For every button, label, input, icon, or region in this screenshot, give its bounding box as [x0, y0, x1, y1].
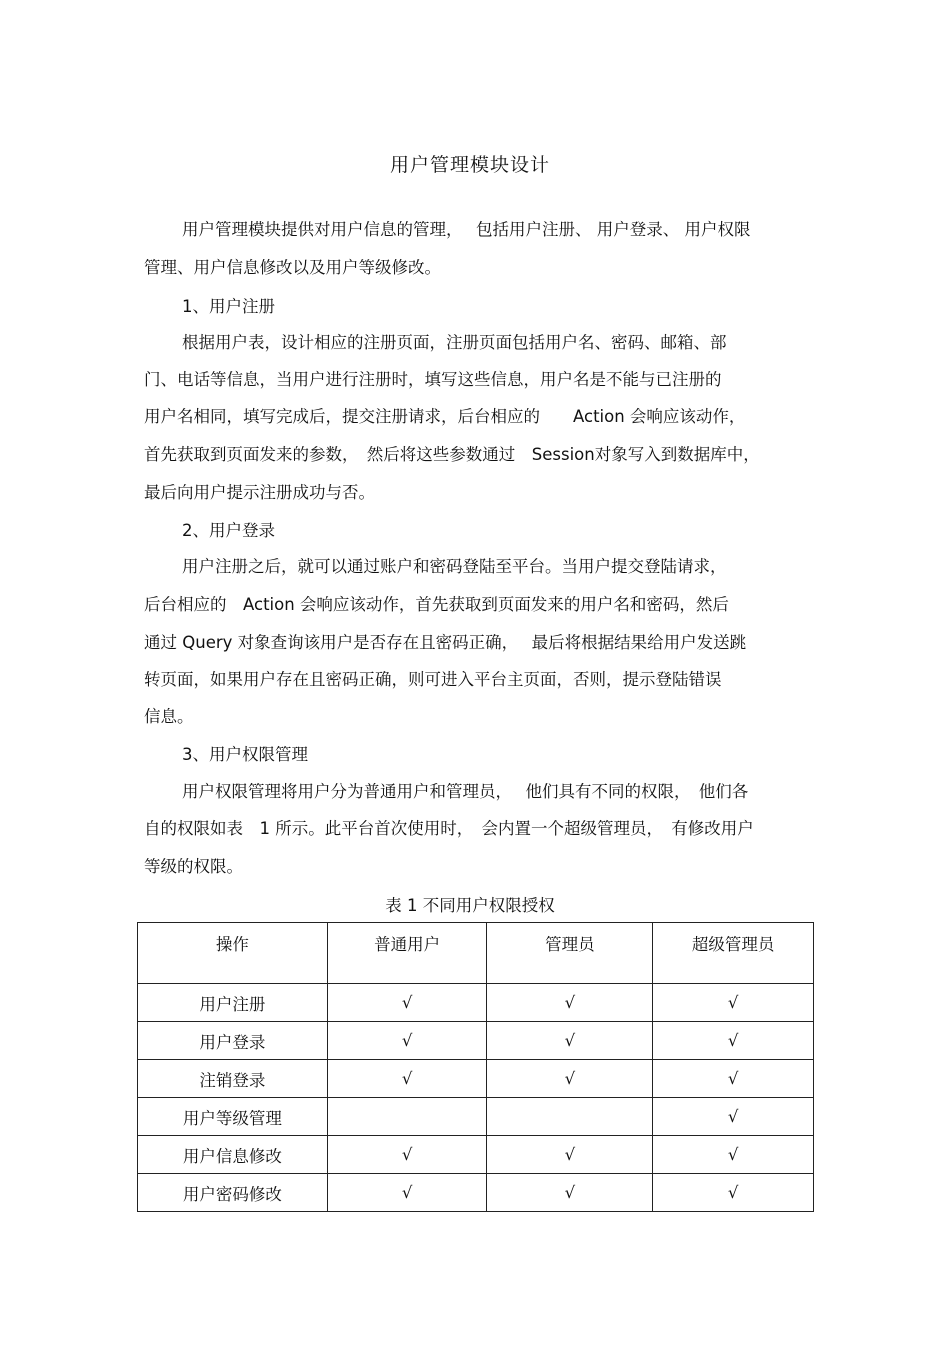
table-row [138, 1098, 814, 1136]
cell-operation: 用户信息修改 [138, 1136, 328, 1174]
cell-operation: 注销登录 [138, 1060, 328, 1098]
table-row [138, 1174, 814, 1212]
table-row [138, 1060, 814, 1098]
cell-operation: 用户等级管理 [138, 1098, 328, 1136]
cell-normal-user [327, 1098, 487, 1136]
cell-super-admin: √ [653, 1136, 814, 1174]
section-3-line-1: 用户权限管理将用户分为普通用户和管理员， 他们具有不同的权限， 他们各 [182, 782, 749, 801]
intro-line-1: 用户管理模块提供对用户信息的管理， 包括用户注册、 用户登录、 用户权限 [182, 220, 751, 239]
cell-operation: 用户密码修改 [138, 1174, 328, 1212]
cell-admin: √ [487, 1136, 653, 1174]
cell-admin: √ [487, 1060, 653, 1098]
header-admin: 管理员 [487, 923, 653, 984]
section-2-heading: 2、用户登录 [182, 521, 275, 540]
section-1-line-3: 用户名相同，填写完成后，提交注册请求，后台相应的 Action 会响应该动作， [144, 407, 746, 426]
intro-line-2: 管理、用户信息修改以及用户等级修改。 [144, 258, 441, 277]
section-1-line-1: 根据用户表，设计相应的注册页面，注册页面包括用户名、密码、邮箱、部 [182, 333, 727, 352]
table-caption: 表 1 不同用户权限授权 [385, 896, 555, 915]
cell-admin: √ [487, 1022, 653, 1060]
cell-operation: 用户登录 [138, 1022, 328, 1060]
permissions-table [137, 922, 814, 1212]
section-2-line-3: 通过 Query 对象查询该用户是否存在且密码正确， 最后将根据结果给用户发送跳 [144, 633, 747, 652]
table-row [138, 1022, 814, 1060]
cell-admin [487, 1098, 653, 1136]
header-super-admin: 超级管理员 [653, 923, 814, 984]
section-1-line-4: 首先获取到页面发来的参数， 然后将这些参数通过 Session对象写入到数据库中， [144, 445, 760, 464]
page-title: 用户管理模块设计 [389, 154, 550, 176]
cell-normal-user: √ [327, 1174, 487, 1212]
cell-super-admin: √ [653, 1022, 814, 1060]
section-1-heading: 1、用户注册 [182, 297, 275, 316]
section-3-heading: 3、用户权限管理 [182, 745, 308, 764]
cell-admin: √ [487, 984, 653, 1022]
section-2-line-5: 信息。 [144, 707, 194, 726]
section-1-line-2: 门、电话等信息，当用户进行注册时，填写这些信息，用户名是不能与已注册的 [144, 370, 722, 389]
cell-normal-user: √ [327, 984, 487, 1022]
section-1-line-5: 最后向用户提示注册成功与否。 [144, 483, 375, 502]
table-row [138, 1136, 814, 1174]
header-operation: 操作 [138, 923, 328, 984]
cell-normal-user: √ [327, 1060, 487, 1098]
cell-super-admin: √ [653, 1098, 814, 1136]
table-header-row [138, 923, 814, 984]
cell-super-admin: √ [653, 1060, 814, 1098]
table-row [138, 984, 814, 1022]
cell-normal-user: √ [327, 1022, 487, 1060]
cell-admin: √ [487, 1174, 653, 1212]
section-2-line-1: 用户注册之后，就可以通过账户和密码登陆至平台。当用户提交登陆请求， [182, 557, 727, 576]
cell-normal-user: √ [327, 1136, 487, 1174]
cell-super-admin: √ [653, 1174, 814, 1212]
section-3-line-2: 自的权限如表 1 所示。此平台首次使用时， 会内置一个超级管理员， 有修改用户 [144, 819, 754, 838]
section-2-line-2: 后台相应的 Action 会响应该动作，首先获取到页面发来的用户名和密码，然后 [144, 595, 729, 614]
header-normal-user: 普通用户 [327, 923, 487, 984]
section-2-line-4: 转页面，如果用户存在且密码正确，则可进入平台主页面，否则，提示登陆错误 [144, 670, 722, 689]
cell-operation: 用户注册 [138, 984, 328, 1022]
cell-super-admin: √ [653, 984, 814, 1022]
section-3-line-3: 等级的权限。 [144, 857, 243, 876]
